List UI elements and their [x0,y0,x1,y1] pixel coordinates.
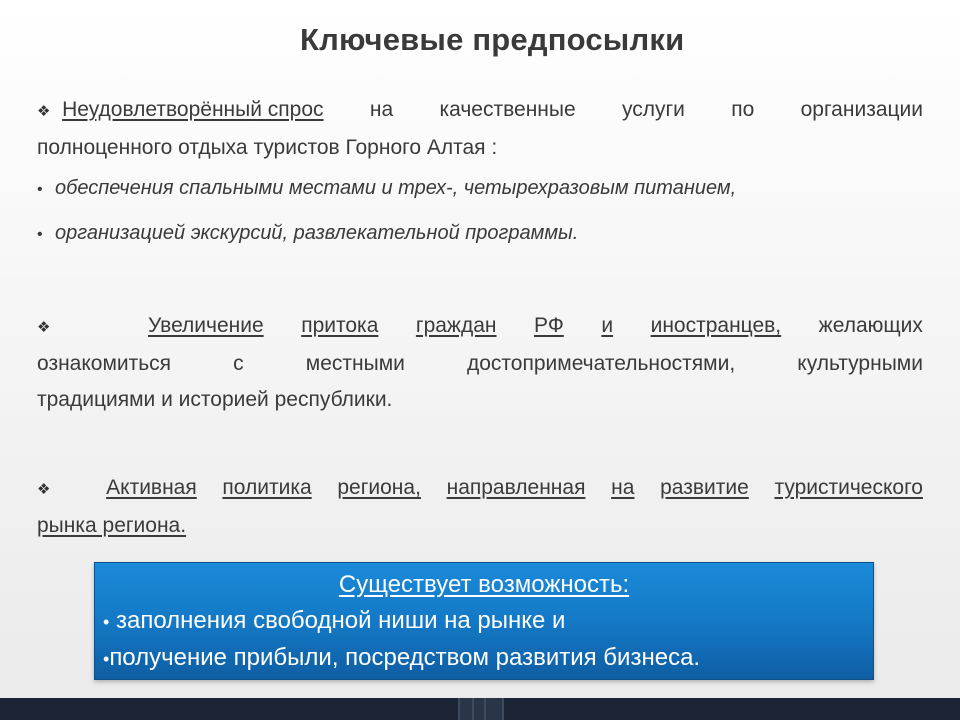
premise-3-line-2 [37,508,923,544]
premise-3 [37,470,923,544]
premise-3-word: развитие [660,476,749,499]
bullet-dot-icon: • [103,649,110,669]
premise-1-line-2: полноценного отдыха туристов Горного Алтая : [37,136,498,159]
premise-2-word: местными [305,352,405,375]
premise-2-line-3: традициями и историей республики. [37,388,393,411]
opportunity-item-text: получение прибыли, посредством развития бизнеса. [109,644,701,671]
premise-3-word: туристического [774,476,923,499]
premise-2 [37,308,923,418]
bullet-dot-icon: • [37,181,43,198]
premise-3-line-1 [37,470,923,508]
premise-2-line-2 [37,346,923,382]
premise-2-word: желающих [818,314,923,337]
premise-1-lead [37,92,324,130]
diamond-bullet-icon: ❖ [37,319,51,336]
premise-1-word: по [731,98,755,121]
premise-2-word: с [233,352,244,375]
premise-1-underlined: Неудовлетворённый спрос [62,98,324,121]
premise-3-word: направленная [446,476,586,499]
premise-3-word: на [611,476,635,499]
premise-1-word: организации [800,98,923,121]
premise-1-word: на [369,98,394,121]
opportunity-item [103,644,700,672]
sub-bullet-text: обеспечения спальными местами и трех-, четырехразовым питанием, [55,177,737,199]
premise-2-underlined-word: граждан [415,314,497,337]
bullet-dot-icon: • [103,612,110,632]
premise-2-word: ознакомиться [37,352,172,375]
premise-1-line-1 [37,92,923,130]
opportunity-item [103,607,565,635]
slide-title: Ключевые предпосылки [300,22,685,57]
premise-2-line-1 [37,308,923,346]
sub-bullet-item [37,222,578,245]
diamond-bullet-icon: ❖ [37,481,51,498]
premise-2-underlined-word: и [601,314,614,337]
premise-2-underlined-word: Увеличение [147,314,264,337]
premise-2-underlined-word: РФ [534,314,564,337]
premise-2-word: культурными [797,352,923,375]
premise-1-word: услуги [621,98,685,121]
premise-2-underlined-word: притока [301,314,379,337]
premise-3-word: политика [222,476,312,499]
premise-2-word: достопримечательностями, [466,352,736,375]
bullet-dot-icon: • [37,226,43,243]
premise-2-underlined-word: иностранцев, [650,314,782,337]
sub-bullet-item [37,177,736,200]
premise-3-word: региона, [337,476,421,499]
footer-accent [458,698,504,720]
premise-1 [37,92,923,166]
opportunity-box [94,562,874,680]
premise-3-word: Активная [106,476,197,499]
premise-3-line-2-text: рынка региона. [37,514,187,537]
opportunity-item-text: заполнения свободной ниши на рынке и [115,607,566,634]
footer-bar [0,698,960,720]
premise-1-word: качественные [439,98,576,121]
diamond-bullet-icon: ❖ [37,103,51,120]
sub-bullet-text: организацией экскурсий, развлекательной программы. [55,222,579,244]
opportunity-box-title: Существует возможность: [338,571,630,598]
